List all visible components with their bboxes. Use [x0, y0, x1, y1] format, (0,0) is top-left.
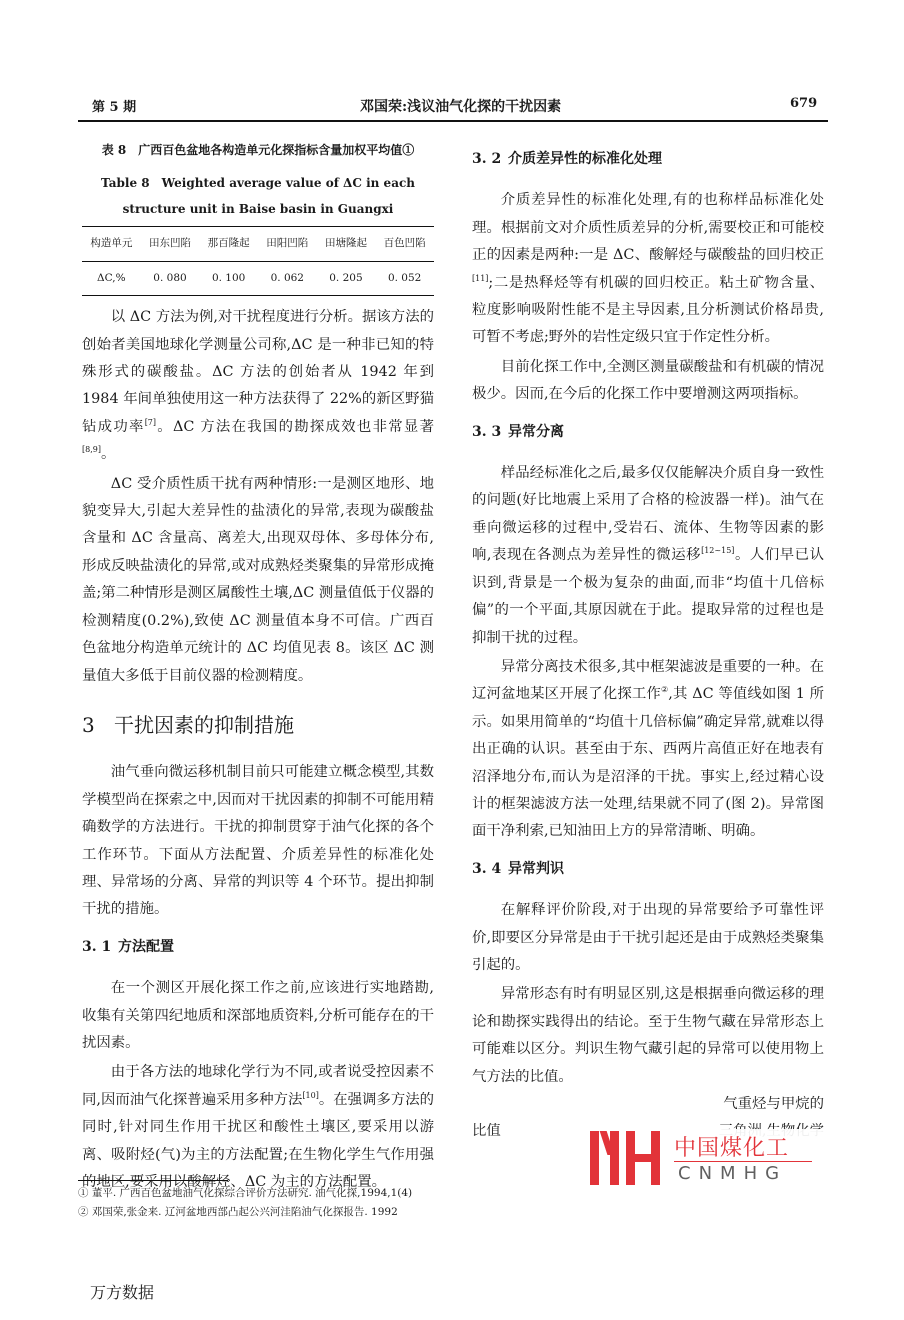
table-row	[82, 261, 434, 295]
section-number: 3. 4	[472, 860, 502, 877]
table-caption-en-line2: structure unit in Baise basin in Guangxi	[122, 202, 394, 217]
section-title: 方法配置	[118, 938, 174, 955]
table-header-row	[82, 227, 434, 261]
section-number: 3. 2	[472, 151, 502, 167]
logo-text-cn: 中国煤化工	[674, 1136, 790, 1161]
left-column	[82, 137, 434, 1196]
section-title: 异常判识	[508, 860, 564, 877]
paragraph	[82, 304, 434, 468]
paragraph: 异常形态有时有明显区别,这是根据垂向微运移的理论和勘探实践得出的结论。至于生物气藏在异常形态上可能难以区分。判识生物气藏引起的异常可以使用物上气方法的比值。	[472, 986, 824, 1085]
table-cell: 0. 100	[211, 271, 246, 284]
paragraph: ΔC 受介质性质干扰有两种情形:一是测区地形、地貌变异大,引起大差异性的盐渍化的异常,表现为碳酸盐含量和 ΔC 含量高、离差大,出现双母体、多母体分布,形成反映盐渍化的异常,或对成熟烃类聚集的异常形成掩盖;第二种情形是测区属酸性土壤,ΔC 测量值低于仪器的检测精度(0.2%),致使 ΔC 测量值本身不可信。广西百色盆地分构造单元统计的 ΔC 均值见表 8。该区 ΔC 测量值大多低于目前仪器的检测精度。	[82, 475, 434, 684]
page-number: 679	[790, 96, 818, 111]
watermark-logo	[588, 1129, 826, 1187]
section-number: 3. 1	[82, 938, 112, 955]
chapter-heading	[82, 712, 434, 739]
text: 。	[100, 446, 116, 463]
table-caption-en-line1: Table 8 Weighted average value of ΔC in each	[100, 176, 416, 191]
citation: [7]	[144, 418, 157, 428]
logo-text-en: CNMHG	[678, 1163, 788, 1184]
footnote-1: ① 董平. 广西百色盆地油气化探综合评价方法研究. 油气化探,1994,1(4)	[78, 1187, 413, 1199]
text: 样品经标准化之后,最多仅仅能解决介质自身一致性的问题(好比地震上采用了合格的检波器一样)。油气在垂向微运移的过程中,受岩石、流体、生物等因素的影响,表现在各测点为差异性的微运移	[472, 465, 824, 564]
text: 异常分离技术很多,其中框架滤波是重要的一种。在辽河盆地某区开展了化探工作	[472, 658, 824, 703]
table-cell: ΔC,%	[97, 271, 126, 284]
chapter-title: 干扰因素的抑制措施	[114, 712, 294, 737]
chapter-number: 3	[82, 712, 95, 737]
paragraph	[472, 187, 824, 351]
right-column	[472, 146, 824, 1146]
paragraph	[82, 1059, 434, 1196]
footnotes	[78, 1184, 528, 1222]
table-8	[82, 226, 434, 296]
citation: [10]	[302, 1090, 319, 1100]
footnote-rule	[78, 1180, 228, 1181]
section-heading-3-3	[472, 419, 824, 446]
paragraph	[472, 654, 824, 846]
text: 比值	[472, 1123, 501, 1140]
text: 由于各方法的地球化学行为不同,或者说受控因素不同,因而油气化探普遍采用多种方法	[82, 1064, 434, 1108]
table-header-cell: 田塘隆起	[324, 237, 367, 250]
section-title: 异常分离	[508, 423, 564, 440]
table-header-cell: 百色凹陷	[383, 237, 426, 250]
paragraph: 目前化探工作中,全测区测量碳酸盐和有机碳的情况极少。因而,在今后的化探工作中要增测这两项指标。	[472, 358, 824, 403]
table-header-cell: 田阳凹陷	[266, 237, 309, 250]
citation: [11]	[472, 273, 489, 283]
table-header-cell: 那百隆起	[207, 237, 250, 250]
table-header-cell: 构造单元	[90, 237, 133, 250]
text: ,其 ΔC 等值线如图 1 所示。如果用简单的“均值十几倍标偏”确定异常,就难以得出正确的认识。甚至由于东、西两片高值正好在地表有沼泽地分布,而认为是沼泽的干扰。事实上,经过精心设计的框架滤波方法一处理,结果就不同了(图 2)。异常图面干净利索,已知油田上方的异常清晰、明确。	[472, 686, 824, 840]
issue-number: 第 5 期	[92, 100, 137, 115]
citation: [12~15]	[701, 546, 735, 556]
text: 。ΔC 方法在我国的勘探成效也非常显著	[156, 418, 434, 435]
paragraph: 在解释评价阶段,对于出现的异常要给予可靠性评价,即要区分异常是由于干扰引起还是由于成熟烃类聚集引起的。	[472, 902, 824, 973]
table-cell: 0. 062	[270, 271, 304, 284]
text: 介质差异性的标准化处理,有的也称样品标准化处理。根据前文对介质性质差异的分析,需要校正和可能校正的因素是两种:一是 ΔC、酸解烃与碳酸盐的回归校正	[472, 192, 824, 264]
section-heading-3-1	[82, 934, 434, 961]
paragraph-fragment: 气重烃与甲烷的	[723, 1096, 824, 1112]
table-cell: 0. 052	[387, 271, 422, 284]
table-cell: 0. 080	[153, 271, 187, 284]
logo-divider	[674, 1161, 812, 1162]
section-title: 介质差异性的标准化处理	[508, 151, 662, 167]
table-header-cell: 田东凹陷	[148, 237, 191, 250]
paragraph: 在一个测区开展化探工作之前,应该进行实地踏勘,收集有关第四纪地质和深部地质资料,分析可能存在的干扰因素。	[82, 980, 434, 1051]
paragraph	[472, 460, 824, 652]
paragraph: 油气垂向微运移机制目前只可能建立概念模型,其数学模型尚在探索之中,因而对干扰因素的抑制不可能用精确数学的方法进行。干扰的抑制贯穿于油气化探的各个工作环节。下面从方法配置、介质差异性的标准化处理、异常场的分离、异常的判识等 4 个环节。提出抑制干扰的措施。	[82, 764, 434, 918]
section-number: 3. 3	[472, 423, 502, 440]
header-rule	[78, 120, 828, 122]
table-caption-zh: 表 8 广西百色盆地各构造单元化探指标含量加权平均值①	[101, 143, 415, 157]
footnote-2: ② 邓国荣,张金来. 辽河盆地西部凸起公兴河洼陷油气化探报告. 1992	[78, 1206, 398, 1218]
section-heading-3-2	[472, 146, 824, 173]
text: ;二是热释烃等有机碳的回归校正。粘土矿物含量、粒度影响吸附性能不是主导因素,且分析测试价格昂贵,可暂不考虑;野外的岩性定级只宜于作定性分析。	[472, 274, 824, 346]
text: 以 ΔC 方法为例,对干扰程度进行分析。据该方法的创始者美国地球化学测量公司称,ΔC 是一种非已知的特殊形式的碳酸盐。ΔC 方法的创始者从 1942 年到 1984 年间单独使用这一种方法获得了 22%的新区野猫钻成功率	[82, 309, 434, 435]
footnote-mark: ②	[660, 685, 669, 695]
section-heading-3-4	[472, 856, 824, 883]
text: 。在强调多方法的同时,针对同生作用干扰区和酸性土壤区,要采用以游离、吸附烃(气)为主的方法配置;在生物化学生气作用强的地区,要采用以酸解烃、ΔC 为主的方法配置。	[82, 1091, 434, 1190]
source-watermark: 万方数据	[90, 1283, 155, 1302]
citation: [8,9]	[82, 445, 101, 455]
text: 。人们早已认识到,背景是一个极为复杂的曲面,而非“均值十几倍标偏”的一个平面,其原因就在于此。提取异常的过程也是抑制干扰的过程。	[472, 547, 824, 646]
running-title: 邓国荣:浅议油气化探的干扰因素	[360, 99, 562, 115]
table-cell: 0. 205	[329, 271, 363, 284]
